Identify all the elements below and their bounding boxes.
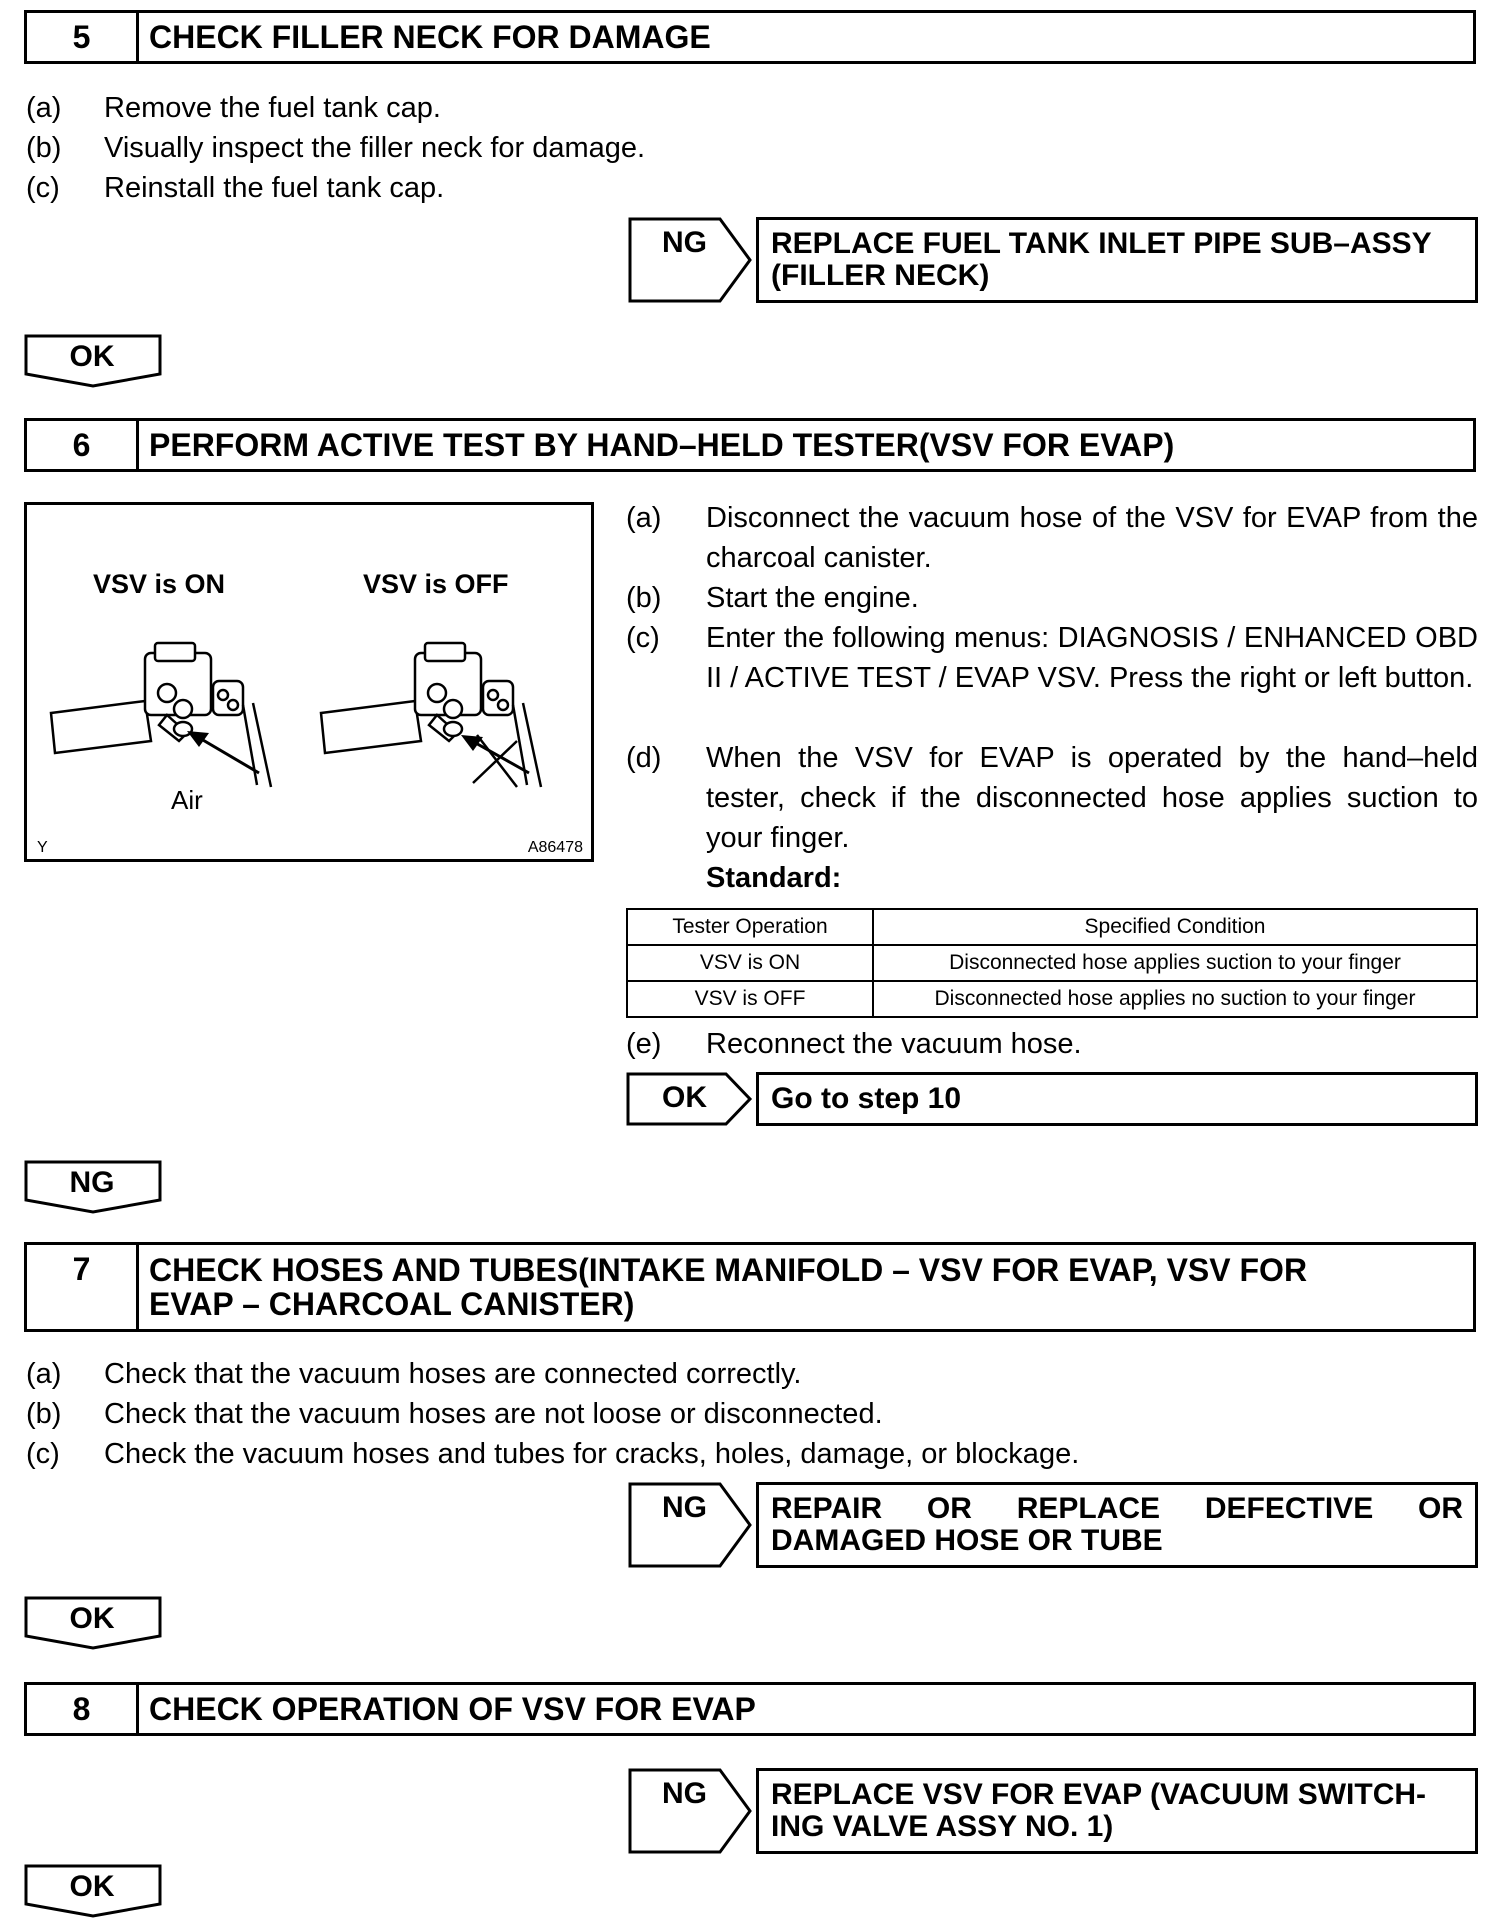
table-row [627,981,1477,1017]
item-text: Start the engine. [706,582,919,614]
list-item [626,738,1478,858]
figure-label-on: VSV is ON [93,569,226,599]
item-text: Check that the vacuum hoses are not loose or disconnected. [104,1398,883,1430]
standard-label: Standard: [706,862,842,894]
table-row [627,945,1477,981]
item-label: (a) [26,92,62,124]
item-text: Enter the following menus: DIAGNOSIS / ENHANCED OBD II / ACTIVE TEST / EVAP VSV. Press the right or left button. [706,622,1478,694]
step-number: 7 [27,1245,139,1329]
item-text: Remove the fuel tank cap. [104,92,441,124]
step-number: 8 [27,1685,139,1733]
ng-result-line: DAMAGED HOSE OR TUBE [771,1524,1163,1557]
step-title: CHECK OPERATION OF VSV FOR EVAP [149,1691,756,1727]
step-title: CHECK FILLER NECK FOR DAMAGE [149,19,711,55]
ng-result-box [756,1482,1478,1568]
item-label: (c) [626,622,660,654]
item-label: (e) [626,1028,662,1060]
ng-result-line: ING VALVE ASSY NO. 1) [771,1810,1114,1843]
ok-label: OK [662,1081,707,1114]
item-label: (c) [26,172,60,204]
ng-result-box [756,1768,1478,1854]
vsv-figure [24,502,594,862]
vsv-illustration [27,505,591,859]
ng-tab-label: NG [69,1166,115,1199]
figure-air-label: Air [171,785,203,815]
item-label: (a) [26,1358,62,1390]
figure-corner-label: Y [37,839,48,856]
item-label: (b) [26,132,62,164]
step-title-line: EVAP – CHARCOAL CANISTER) [149,1286,635,1322]
item-label: (c) [26,1438,60,1470]
ng-label: NG [662,226,707,259]
item-text: Check that the vacuum hoses are connected correctly. [104,1358,802,1390]
ng-result-line: REPLACE VSV FOR EVAP (VACUUM SWITCH- [771,1778,1427,1811]
table-header-row [627,909,1477,945]
ok-result-box [756,1072,1478,1126]
item-label: (b) [26,1398,62,1430]
list-item [626,498,1478,578]
figure-label-off: VSV is OFF [363,569,509,599]
spec-table [626,908,1478,1018]
step-title: PERFORM ACTIVE TEST BY HAND–HELD TESTER(VSV FOR EVAP) [149,427,1175,463]
ng-result-line: REPAIR OR REPLACE DEFECTIVE OR [771,1492,1463,1525]
list-item [626,578,1478,618]
step-number: 5 [27,13,139,61]
table-cell: Disconnected hose applies no suction to your finger [873,981,1477,1017]
table-header-cell: Tester Operation [627,909,873,945]
step-title [139,1245,1473,1329]
list-item [626,1024,1478,1064]
item-text: Disconnect the vacuum hose of the VSV for EVAP from the charcoal canister. [706,502,1478,574]
table-cell: Disconnected hose applies suction to your finger [873,945,1477,981]
item-label: (d) [626,742,662,774]
ng-result-line: REPLACE FUEL TANK INLET PIPE SUB–ASSY [771,227,1432,260]
step-6-header [24,418,1476,472]
ok-tab-label: OK [69,340,115,373]
item-text: Reinstall the fuel tank cap. [104,172,445,204]
item-label: (a) [626,502,662,534]
ng-result-box [756,217,1478,303]
item-text: Reconnect the vacuum hose. [706,1028,1082,1060]
table-cell: VSV is OFF [627,981,873,1017]
item-text: Visually inspect the filler neck for damage. [104,132,646,164]
ok-result-text: Go to step 10 [771,1082,962,1115]
item-label: (b) [626,582,662,614]
step-title-line: CHECK HOSES AND TUBES(INTAKE MANIFOLD – VSV FOR EVAP, VSV FOR [149,1252,1308,1288]
item-text: When the VSV for EVAP is operated by the hand–held tester, check if the disconnected hose applies suction to your finger. [706,742,1478,854]
step-5-header [24,10,1476,64]
ng-result-line: (FILLER NECK) [771,259,990,292]
ok-tab-label: OK [69,1602,115,1635]
item-text: Check the vacuum hoses and tubes for cracks, holes, damage, or blockage. [104,1438,1080,1470]
ng-label: NG [662,1491,707,1524]
table-header-cell: Specified Condition [873,909,1477,945]
ok-tab-label: OK [69,1870,115,1903]
step-number: 6 [27,421,139,469]
ng-label: NG [662,1777,707,1810]
figure-code: A86478 [527,839,583,856]
table-cell: VSV is ON [627,945,873,981]
step-7-header [24,1242,1476,1332]
list-item [626,618,1478,698]
step-8-header [24,1682,1476,1736]
